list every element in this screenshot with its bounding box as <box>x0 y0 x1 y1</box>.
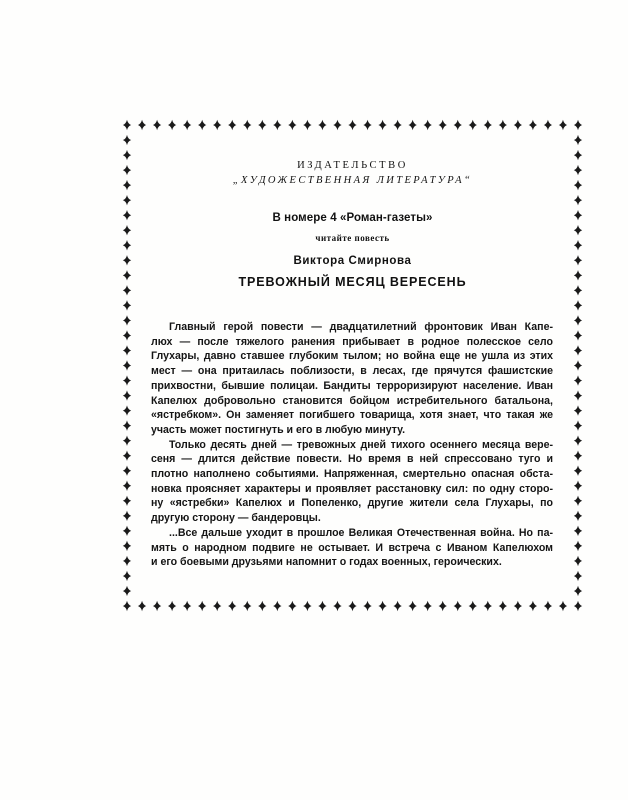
synopsis-paragraph-2 <box>151 438 553 526</box>
ornament-diamond-icon <box>574 345 582 355</box>
ornament-diamond-icon <box>574 375 582 385</box>
ornament-diamond-icon <box>123 405 131 415</box>
ornament-diamond-icon <box>514 120 522 130</box>
ornament-diamond-icon <box>123 481 131 491</box>
ornament-diamond-icon <box>258 120 266 130</box>
ornament-diamond-icon <box>574 135 582 145</box>
ornament-diamond-icon <box>123 150 131 160</box>
ornament-diamond-icon <box>574 300 582 310</box>
ornament-diamond-icon <box>393 120 401 130</box>
ornament-diamond-icon <box>574 330 582 340</box>
ornament-diamond-icon <box>469 120 477 130</box>
ornament-diamond-icon <box>544 120 552 130</box>
ornament-diamond-icon <box>123 511 131 521</box>
ornament-diamond-icon <box>574 315 582 325</box>
ornament-diamond-icon <box>123 586 131 596</box>
ornament-diamond-icon <box>574 450 582 460</box>
ornament-diamond-icon <box>574 195 582 205</box>
ornament-diamond-icon <box>228 120 236 130</box>
ornament-diamond-icon <box>574 511 582 521</box>
ornament-diamond-icon <box>123 135 131 145</box>
synopsis-line: «ястребком». Он заменяет погибшего товарища, хотя знает, что такая же <box>151 409 553 422</box>
synopsis-line: Капелюх добровольно становится бойцом истребительного батальона, <box>151 394 553 407</box>
ornament-diamond-icon <box>123 315 131 325</box>
ornament-diamond-icon <box>198 601 206 611</box>
ornament-diamond-icon <box>168 120 176 130</box>
ornament-diamond-icon <box>574 405 582 415</box>
ornament-diamond-icon <box>574 255 582 265</box>
synopsis-line: ...Все дальше уходит в прошлое Великая Отечественная война. Но па- <box>169 526 553 539</box>
ornament-diamond-icon <box>574 180 582 190</box>
ornament-diamond-icon <box>303 120 311 130</box>
ornament-diamond-icon <box>423 120 431 130</box>
synopsis-line: новка проясняет характеры и проявляет расстановку сил: по одну сторо- <box>151 482 553 495</box>
ornament-diamond-icon <box>123 601 131 611</box>
ornament-diamond-icon <box>574 556 582 566</box>
ornament-diamond-icon <box>484 120 492 130</box>
synopsis-line: прихвостни, бывшие полицаи. Бандиты терроризируют население. Иван <box>151 379 553 392</box>
ornament-diamond-icon <box>499 601 507 611</box>
ornament-diamond-icon <box>288 601 296 611</box>
ornament-diamond-icon <box>273 601 281 611</box>
synopsis-line: ну «ястребки» Капелюх и Попеленко, другие жители села Глухары, по <box>151 497 553 510</box>
ornament-diamond-icon <box>439 120 447 130</box>
ornament-diamond-icon <box>514 601 522 611</box>
ornament-diamond-icon <box>529 601 537 611</box>
publisher-name-line2: „ХУДОЖЕСТВЕННАЯ ЛИТЕРАТУРА“ <box>232 175 473 186</box>
ornament-diamond-icon <box>123 556 131 566</box>
ornament-diamond-icon <box>574 285 582 295</box>
publisher-name-line1: ИЗДАТЕЛЬСТВО <box>297 160 408 171</box>
ornament-diamond-icon <box>123 330 131 340</box>
ornament-diamond-icon <box>574 240 582 250</box>
ornament-diamond-icon <box>378 601 386 611</box>
ornament-diamond-icon <box>138 601 146 611</box>
ornament-diamond-icon <box>439 601 447 611</box>
ornament-diamond-icon <box>574 225 582 235</box>
ornament-diamond-icon <box>123 450 131 460</box>
ornament-diamond-icon <box>574 150 582 160</box>
ornament-diamond-icon <box>454 601 462 611</box>
ornament-diamond-icon <box>123 360 131 370</box>
ornament-diamond-icon <box>574 481 582 491</box>
ornament-diamond-icon <box>123 496 131 506</box>
ornament-diamond-icon <box>153 120 161 130</box>
ornament-diamond-icon <box>348 601 356 611</box>
synopsis-line: и его боевыми друзьями напомнит о годах военных, героических. <box>151 556 502 569</box>
synopsis-text <box>151 320 553 570</box>
ornament-diamond-icon <box>363 120 371 130</box>
ornament-diamond-icon <box>183 120 191 130</box>
ornament-diamond-icon <box>123 345 131 355</box>
ornament-diamond-icon <box>559 601 567 611</box>
ornament-diamond-icon <box>183 601 191 611</box>
ornament-diamond-icon <box>408 601 416 611</box>
ornament-diamond-icon <box>123 420 131 430</box>
ornament-diamond-icon <box>484 601 492 611</box>
ornament-diamond-icon <box>228 601 236 611</box>
ornament-diamond-icon <box>288 120 296 130</box>
ornament-diamond-icon <box>574 571 582 581</box>
ornament-diamond-icon <box>574 210 582 220</box>
synopsis-line: плотно наполнено событиями. Напряженная, смертельно опасная обста- <box>151 468 553 481</box>
ornament-diamond-icon <box>303 601 311 611</box>
ornament-diamond-icon <box>123 541 131 551</box>
ornament-diamond-icon <box>574 526 582 536</box>
ornament-diamond-icon <box>408 120 416 130</box>
issue-announcement: В номере 4 «Роман-газеты» <box>272 212 433 224</box>
ornament-diamond-icon <box>123 300 131 310</box>
ornament-diamond-icon <box>318 601 326 611</box>
ornament-diamond-icon <box>123 195 131 205</box>
ornament-diamond-icon <box>559 120 567 130</box>
ornament-diamond-icon <box>574 586 582 596</box>
ornament-diamond-icon <box>123 375 131 385</box>
ornament-diamond-icon <box>454 120 462 130</box>
ornament-diamond-icon <box>198 120 206 130</box>
ornament-diamond-icon <box>258 601 266 611</box>
ornament-diamond-icon <box>243 601 251 611</box>
ornament-diamond-icon <box>423 601 431 611</box>
ornament-diamond-icon <box>574 601 582 611</box>
ornament-diamond-icon <box>348 120 356 130</box>
synopsis-line: сеня — длится действие повести. Но время в ней спрессовано туго и <box>151 453 553 466</box>
synopsis-line: люх — после тяжелого ранения прибывает в родное полесское село <box>151 335 553 348</box>
ornament-diamond-icon <box>243 120 251 130</box>
author-name: Виктора Смирнова <box>293 255 412 267</box>
ornament-diamond-icon <box>123 390 131 400</box>
ornament-diamond-icon <box>153 601 161 611</box>
synopsis-line: мест — она притаилась поблизости, в лесах, где прячутся фашистские <box>151 365 553 378</box>
ornament-diamond-icon <box>574 420 582 430</box>
ornament-diamond-icon <box>123 526 131 536</box>
synopsis-paragraph-3 <box>151 526 553 570</box>
ornament-diamond-icon <box>393 601 401 611</box>
ornament-diamond-icon <box>574 496 582 506</box>
synopsis-line: участь может постигнуть и его в любую минуту. <box>151 423 406 436</box>
ornament-diamond-icon <box>318 120 326 130</box>
ornament-diamond-icon <box>574 466 582 476</box>
ornament-diamond-icon <box>469 601 477 611</box>
ornament-diamond-icon <box>574 435 582 445</box>
ornament-diamond-icon <box>168 601 176 611</box>
synopsis-line: Только десять дней — тревожных дней тихого осеннего месяца вере- <box>169 438 553 451</box>
ornament-diamond-icon <box>574 120 582 130</box>
ornament-diamond-icon <box>213 601 221 611</box>
synopsis-line: Главный герой повести — двадцатилетний фронтовик Иван Капе- <box>169 321 553 333</box>
ornament-diamond-icon <box>574 360 582 370</box>
ornament-diamond-icon <box>499 120 507 130</box>
ornament-diamond-icon <box>363 601 371 611</box>
ornament-diamond-icon <box>574 541 582 551</box>
synopsis-line: Глухары, давно ставшее глубоким тылом; но война еще не ушла из этих <box>151 350 553 363</box>
ornament-diamond-icon <box>138 120 146 130</box>
synopsis-paragraph-1 <box>151 320 553 438</box>
synopsis-line: другую сторону — бандеровцы. <box>151 512 321 525</box>
ornament-diamond-icon <box>213 120 221 130</box>
ornament-diamond-icon <box>123 435 131 445</box>
ornament-diamond-icon <box>529 120 537 130</box>
ornament-diamond-icon <box>273 120 281 130</box>
ornament-diamond-icon <box>574 270 582 280</box>
ornament-diamond-icon <box>544 601 552 611</box>
ornament-diamond-icon <box>333 120 341 130</box>
read-prompt: читайте повесть <box>315 233 390 243</box>
ornament-diamond-icon <box>574 165 582 175</box>
ornament-diamond-icon <box>333 601 341 611</box>
ornament-diamond-icon <box>123 571 131 581</box>
ornament-diamond-icon <box>378 120 386 130</box>
ornament-diamond-icon <box>123 466 131 476</box>
ornament-diamond-icon <box>574 390 582 400</box>
synopsis-line: мять о народном подвиге не остывает. И встреча с Иваном Капелюхом <box>151 541 553 554</box>
book-title: ТРЕВОЖНЫЙ МЕСЯЦ ВЕРЕСЕНЬ <box>238 275 467 289</box>
ornament-diamond-icon <box>123 120 131 130</box>
